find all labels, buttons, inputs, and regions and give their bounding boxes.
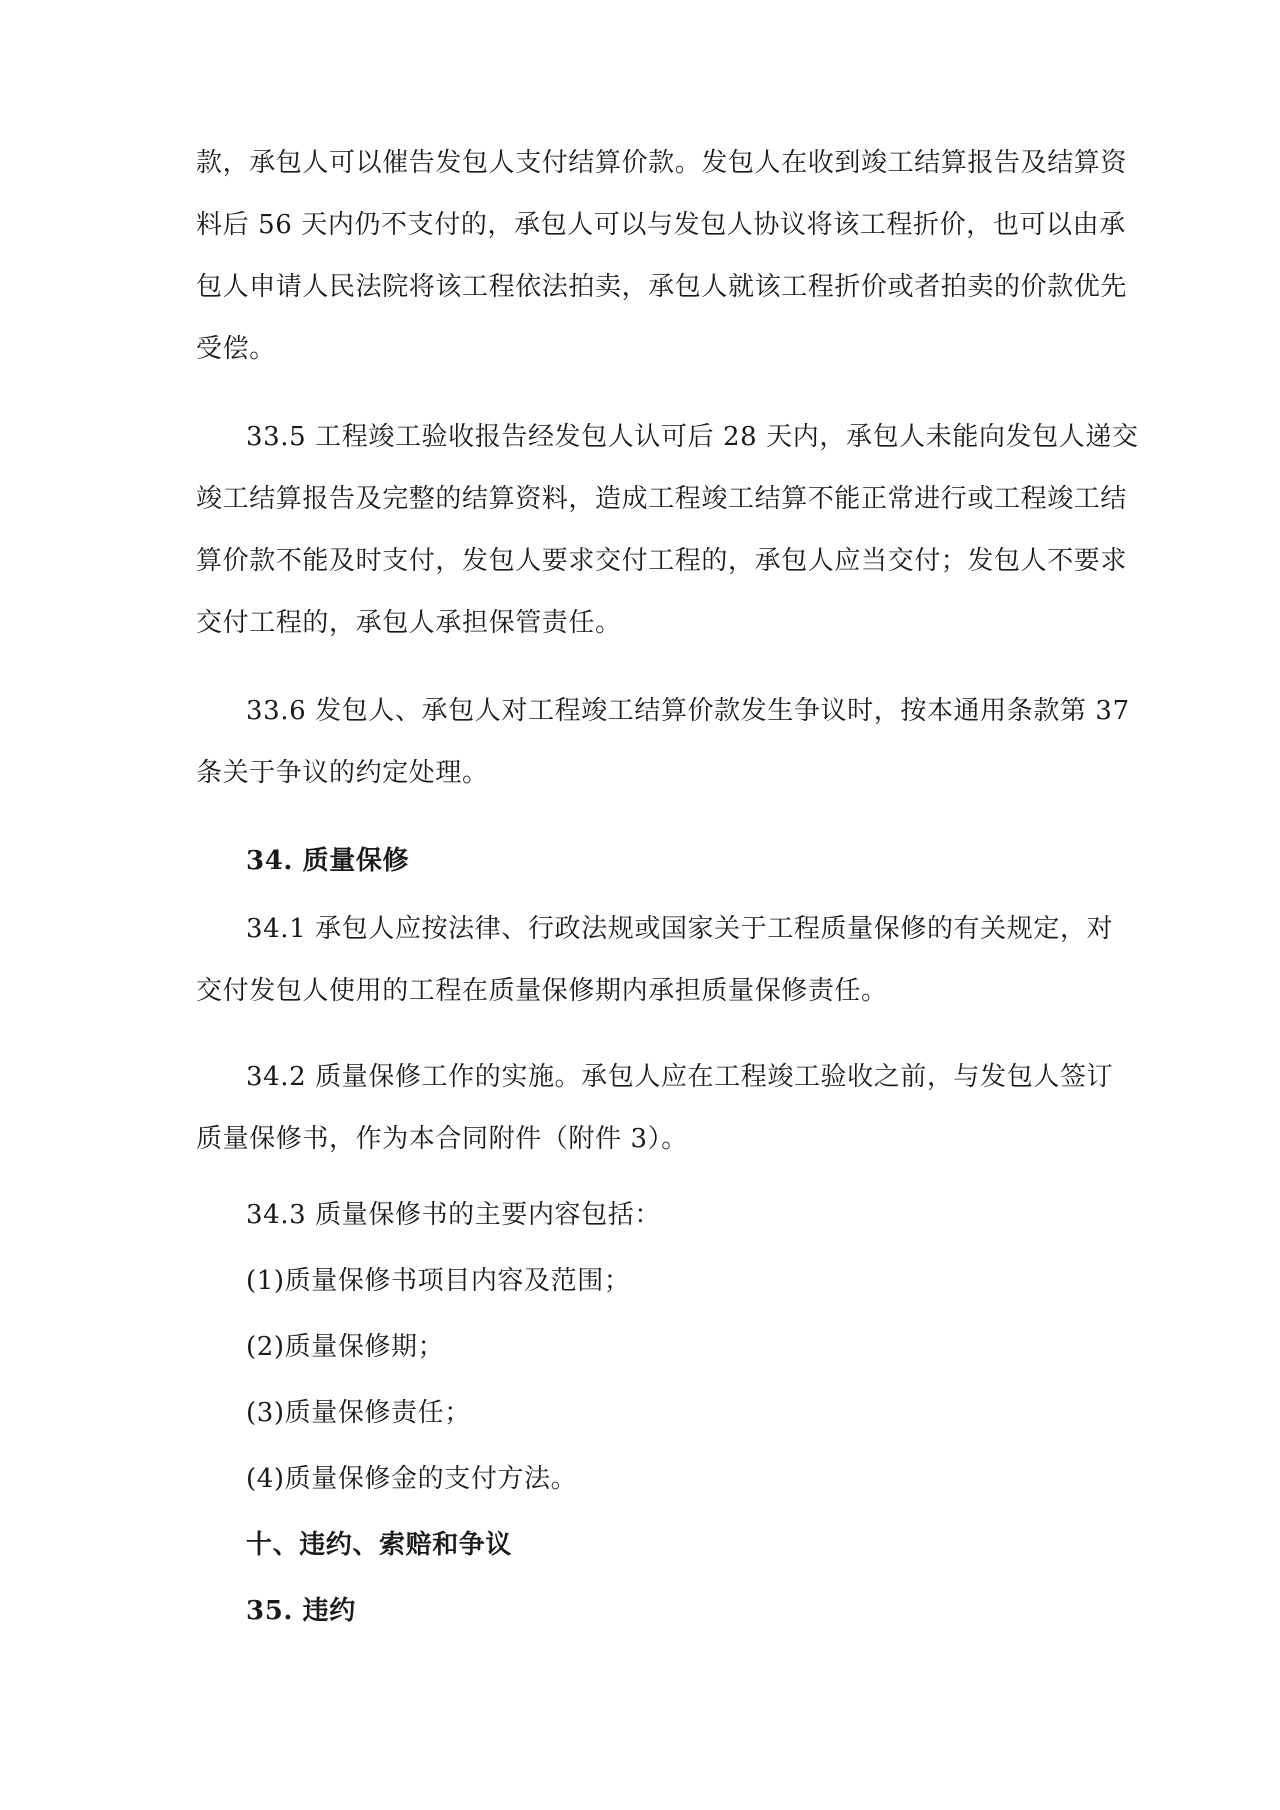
chapter-heading-10: 十、违约、索赔和争议 bbox=[246, 1530, 513, 1560]
clause-33-5-line-1: 33.5 工程竣工验收报告经发包人认可后 28 天内，承包人未能向发包人递交 bbox=[246, 422, 1139, 452]
paragraph-33-4-line-3: 包人申请人民法院将该工程依法拍卖，承包人就该工程折价或者拍卖的价款优先 bbox=[196, 272, 1128, 302]
section-heading-34: 34. 质量保修 bbox=[246, 846, 410, 876]
clause-34-1-line-1: 34.1 承包人应按法律、行政法规或国家关于工程质量保修的有关规定，对 bbox=[246, 914, 1114, 944]
list-item-4: (4)质量保修金的支付方法。 bbox=[246, 1464, 578, 1494]
clause-34-2-line-1: 34.2 质量保修工作的实施。承包人应在工程竣工验收之前，与发包人签订 bbox=[246, 1062, 1114, 1092]
clause-33-5-line-2: 竣工结算报告及完整的结算资料，造成工程竣工结算不能正常进行或工程竣工结 bbox=[196, 484, 1128, 514]
clause-33-5-line-3: 算价款不能及时支付，发包人要求交付工程的，承包人应当交付；发包人不要求 bbox=[196, 546, 1128, 576]
paragraph-33-4-line-2: 料后 56 天内仍不支付的，承包人可以与发包人协议将该工程折价，也可以由承 bbox=[196, 210, 1126, 240]
clause-33-6-line-2: 条关于争议的约定处理。 bbox=[196, 758, 489, 788]
clause-34-1-line-2: 交付发包人使用的工程在质量保修期内承担质量保修责任。 bbox=[196, 976, 888, 1006]
clause-34-2-line-2: 质量保修书，作为本合同附件（附件 3）。 bbox=[196, 1124, 688, 1154]
clause-33-5-line-4: 交付工程的，承包人承担保管责任。 bbox=[196, 608, 622, 638]
clause-34-3: 34.3 质量保修书的主要内容包括： bbox=[246, 1200, 661, 1230]
list-item-1: (1)质量保修书项目内容及范围； bbox=[246, 1266, 631, 1296]
paragraph-33-4-line-1: 款，承包人可以催告发包人支付结算价款。发包人在收到竣工结算报告及结算资 bbox=[196, 148, 1128, 178]
paragraph-33-4-line-4: 受偿。 bbox=[196, 334, 276, 364]
section-heading-35: 35. 违约 bbox=[246, 1596, 356, 1626]
list-item-2: (2)质量保修期； bbox=[246, 1332, 445, 1362]
list-item-3: (3)质量保修责任； bbox=[246, 1398, 471, 1428]
clause-33-6-line-1: 33.6 发包人、承包人对工程竣工结算价款发生争议时，按本通用条款第 37 bbox=[246, 696, 1130, 726]
